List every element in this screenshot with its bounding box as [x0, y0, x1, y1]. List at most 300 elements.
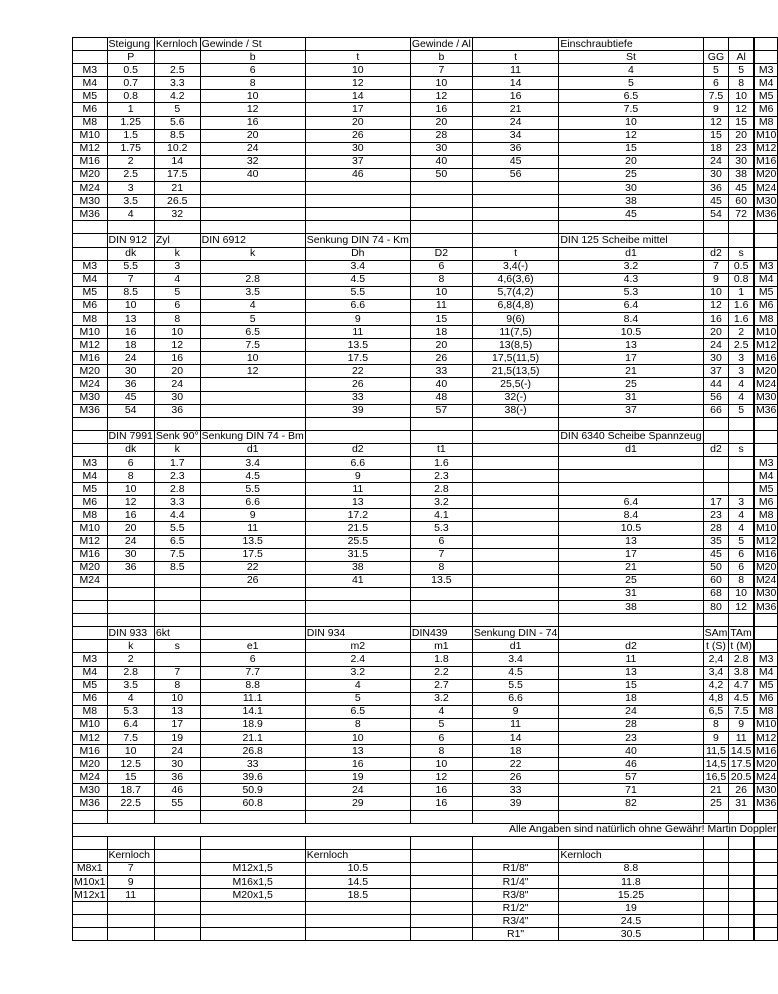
- table-cell: 16: [154, 352, 200, 365]
- table-cell: Gewinde / Al: [411, 37, 471, 50]
- table-cell: [559, 483, 703, 496]
- table-cell: 10: [107, 299, 154, 312]
- table-row: [73, 548, 778, 561]
- table-cell: t (S): [703, 640, 729, 653]
- table-cell: 18: [410, 326, 472, 339]
- table-cell: M36: [73, 208, 108, 221]
- table-cell: 36: [154, 404, 200, 417]
- table-cell: 60.8: [200, 797, 305, 810]
- table-cell: DIN439: [410, 627, 472, 640]
- table-cell: [472, 601, 558, 614]
- table-cell: 28: [410, 129, 472, 142]
- table-cell: M20: [755, 561, 777, 574]
- table-cell: [154, 587, 200, 600]
- table-cell: 10: [410, 77, 472, 90]
- table-cell: 12: [305, 77, 410, 90]
- table-cell: 10.5: [305, 862, 410, 875]
- table-cell: 3.4: [305, 260, 410, 273]
- table-cell: 10: [154, 326, 200, 339]
- table-cell: [729, 836, 754, 849]
- table-cell: M4: [754, 666, 778, 679]
- table-row: [73, 902, 778, 915]
- table-cell: 2: [107, 155, 154, 168]
- table-cell: k: [200, 247, 305, 260]
- table-cell: 22: [200, 561, 305, 574]
- table-cell: 3.4: [472, 653, 558, 666]
- table-cell: 1.6: [729, 299, 754, 312]
- table-cell: [107, 221, 154, 234]
- table-cell: [472, 849, 558, 862]
- table-cell: 8.4: [559, 312, 703, 325]
- table-cell: 30: [729, 155, 754, 168]
- table-cell: 21: [472, 103, 558, 116]
- table-cell: 45: [729, 182, 754, 195]
- table-cell: 13: [305, 496, 410, 509]
- table-cell: DIN 6912: [200, 234, 305, 247]
- table-row: [73, 182, 778, 195]
- table-cell: 4: [729, 509, 754, 522]
- table-cell: 54: [703, 208, 729, 221]
- table-row: [73, 103, 778, 116]
- table-cell: 30: [107, 365, 154, 378]
- table-cell: [472, 430, 558, 443]
- table-cell: 5: [729, 404, 754, 417]
- table-cell: 28: [703, 522, 729, 535]
- table-cell: [200, 849, 305, 862]
- table-cell: [305, 587, 410, 600]
- table-cell: 57: [559, 771, 703, 784]
- table-cell: 13: [305, 745, 410, 758]
- table-cell: M12: [755, 731, 777, 744]
- table-row: [73, 561, 778, 574]
- table-cell: 18.5: [305, 889, 410, 902]
- table-cell: 38: [305, 561, 410, 574]
- table-cell: 44: [703, 378, 729, 391]
- table-cell: 7.7: [200, 666, 305, 679]
- table-cell: [703, 862, 729, 875]
- table-cell: 15.25: [559, 889, 703, 902]
- table-cell: M10: [73, 129, 108, 142]
- table-cell: 5: [559, 77, 703, 90]
- table-cell: M20x1,5: [200, 889, 305, 902]
- table-cell: M20: [73, 168, 108, 181]
- table-cell: [754, 928, 778, 941]
- table-cell: [559, 614, 703, 627]
- table-row: [73, 312, 778, 325]
- table-cell: 46: [559, 758, 703, 771]
- table-cell: 11: [559, 653, 703, 666]
- table-cell: [154, 849, 200, 862]
- table-cell: 3.2: [410, 692, 472, 705]
- table-cell: 9: [107, 876, 154, 889]
- table-cell: [559, 417, 703, 430]
- table-cell: 4: [559, 64, 703, 77]
- table-row: [73, 797, 778, 810]
- table-cell: 0.7: [107, 77, 154, 90]
- table-cell: [305, 38, 410, 51]
- table-cell: [472, 535, 558, 548]
- table-cell: M36: [755, 404, 777, 417]
- table-cell: 16: [410, 784, 472, 797]
- table-cell: [703, 849, 729, 862]
- table-cell: 8.5: [154, 561, 200, 574]
- table-cell: Kernloch: [559, 849, 703, 862]
- table-cell: 5.5: [107, 260, 154, 273]
- table-cell: 8: [729, 77, 754, 90]
- table-cell: 17: [305, 103, 410, 116]
- table-row: [73, 574, 778, 587]
- table-cell: [305, 915, 410, 928]
- table-cell: 1.75: [107, 142, 154, 155]
- table-cell: 20.5: [729, 771, 754, 784]
- table-cell: [472, 221, 558, 234]
- table-cell: [73, 234, 108, 247]
- table-cell: 33: [200, 758, 305, 771]
- table-cell: [729, 614, 754, 627]
- table-row: [73, 404, 778, 417]
- table-cell: 30: [305, 142, 410, 155]
- table-cell: 28: [559, 718, 703, 731]
- table-cell: 6.5: [559, 90, 703, 103]
- table-cell: M16: [755, 155, 777, 168]
- table-cell: 7: [107, 273, 154, 286]
- table-cell: M16: [755, 351, 777, 364]
- table-cell: M6: [754, 103, 778, 116]
- table-cell: 39.6: [200, 771, 305, 784]
- table-cell: [73, 221, 108, 234]
- table-cell: 5: [154, 286, 200, 299]
- table-cell: 16: [472, 90, 558, 103]
- table-cell: 10.5: [559, 326, 703, 339]
- table-cell: 30.5: [559, 928, 703, 941]
- table-cell: 5: [154, 103, 200, 116]
- table-cell: 7.5: [154, 548, 200, 561]
- table-cell: 34: [472, 129, 558, 142]
- table-cell: DIN 912: [107, 234, 154, 247]
- table-cell: [754, 902, 778, 915]
- table-cell: 8: [200, 77, 305, 90]
- table-cell: [154, 417, 200, 430]
- table-cell: 14: [154, 155, 200, 168]
- table-cell: 19: [559, 902, 703, 915]
- table-cell: 17.5: [200, 548, 305, 561]
- table-row: [73, 51, 778, 64]
- table-cell: M24: [755, 181, 777, 194]
- table-cell: [200, 391, 305, 404]
- table-cell: 29: [305, 797, 410, 810]
- table-cell: 4: [154, 273, 200, 286]
- table-cell: 31: [559, 587, 703, 600]
- table-cell: 21,5(13,5): [472, 365, 558, 378]
- table-cell: 6: [410, 535, 472, 548]
- table-cell: M16: [73, 155, 108, 168]
- table-cell: [729, 417, 754, 430]
- table-cell: M12: [73, 731, 108, 744]
- table-cell: [73, 915, 108, 928]
- table-row: [73, 587, 778, 600]
- table-cell: d1: [559, 443, 703, 456]
- table-cell: M24: [755, 574, 777, 587]
- table-cell: 3.5: [107, 195, 154, 208]
- table-cell: 16: [410, 103, 472, 116]
- table-cell: [73, 601, 108, 614]
- table-cell: M16: [73, 548, 108, 561]
- table-cell: 6.5: [305, 705, 410, 718]
- table-cell: 16: [305, 758, 410, 771]
- table-cell: 13: [107, 312, 154, 325]
- table-cell: M8: [754, 116, 778, 129]
- table-cell: 23: [729, 142, 754, 155]
- table-cell: s: [729, 443, 754, 456]
- spacer-row: [73, 221, 778, 234]
- table-cell: M20: [73, 758, 108, 771]
- table-cell: 3.2: [305, 666, 410, 679]
- table-cell: [472, 443, 558, 456]
- table-cell: [472, 417, 558, 430]
- table-row: [73, 679, 778, 692]
- table-cell: s: [154, 640, 200, 653]
- table-cell: [200, 614, 305, 627]
- table-cell: [729, 483, 754, 496]
- table-cell: M3: [73, 653, 108, 666]
- table-cell: 40: [200, 168, 305, 181]
- table-cell: 4: [729, 391, 754, 404]
- table-cell: 7.5: [559, 103, 703, 116]
- table-cell: b: [410, 51, 472, 64]
- table-cell: 16: [703, 312, 729, 325]
- table-cell: Einschraubtiefe: [559, 38, 703, 51]
- table-cell: 4.3: [559, 273, 703, 286]
- table-cell: [729, 902, 754, 915]
- table-row: [73, 260, 778, 273]
- table-cell: d2: [559, 640, 703, 653]
- table-cell: D2: [410, 247, 472, 260]
- table-row: [73, 496, 778, 509]
- table-cell: [154, 876, 200, 889]
- table-cell: [729, 928, 754, 941]
- section-header-row: [73, 627, 778, 640]
- table-cell: 3: [729, 496, 754, 509]
- table-cell: 24: [200, 142, 305, 155]
- table-cell: [754, 640, 778, 653]
- table-cell: 7.5: [703, 90, 729, 103]
- table-cell: b: [200, 51, 305, 64]
- table-cell: [410, 221, 472, 234]
- table-cell: 2.3: [154, 470, 200, 483]
- table-cell: 54: [107, 404, 154, 417]
- table-cell: [305, 195, 410, 208]
- table-cell: d2: [703, 443, 729, 456]
- table-cell: 6.4: [559, 299, 703, 312]
- table-cell: [200, 810, 305, 823]
- table-cell: 11: [107, 889, 154, 902]
- table-cell: 21.5: [305, 522, 410, 535]
- table-cell: DIN 933: [107, 627, 154, 640]
- table-cell: 2.8: [154, 483, 200, 496]
- table-cell: 4,2: [703, 679, 729, 692]
- table-cell: M36: [73, 404, 108, 417]
- table-cell: 26: [305, 129, 410, 142]
- table-cell: M8x1: [73, 862, 108, 875]
- table-row: [73, 155, 778, 168]
- table-cell: 4.5: [305, 273, 410, 286]
- table-cell: 2.3: [410, 470, 472, 483]
- table-cell: [305, 182, 410, 195]
- table-cell: 5: [305, 692, 410, 705]
- table-cell: 15: [107, 771, 154, 784]
- table-cell: 14: [472, 77, 558, 90]
- table-cell: M4: [73, 666, 108, 679]
- table-cell: M36: [755, 796, 777, 809]
- table-cell: 30: [559, 182, 703, 195]
- table-cell: 31: [559, 391, 703, 404]
- table-cell: 24.5: [559, 915, 703, 928]
- table-cell: 8: [107, 470, 154, 483]
- table-cell: M5: [73, 679, 108, 692]
- table-cell: [73, 587, 108, 600]
- table-cell: 66: [703, 404, 729, 417]
- table-cell: [703, 221, 729, 234]
- table-cell: 50: [703, 561, 729, 574]
- table-cell: 36: [703, 182, 729, 195]
- table-cell: [703, 457, 729, 470]
- table-cell: [305, 430, 410, 443]
- table-cell: [410, 195, 472, 208]
- table-cell: 10: [107, 745, 154, 758]
- table-cell: 26: [305, 378, 410, 391]
- table-cell: M24: [73, 771, 108, 784]
- table-cell: 10: [200, 352, 305, 365]
- table-cell: 20: [200, 129, 305, 142]
- table-cell: 26.8: [200, 745, 305, 758]
- table-row: [73, 286, 778, 299]
- table-cell: [410, 430, 472, 443]
- table-cell: 0.5: [107, 64, 154, 77]
- table-cell: [154, 889, 200, 902]
- spacer-row: [73, 614, 778, 627]
- table-cell: 10: [305, 731, 410, 744]
- table-cell: k: [107, 640, 154, 653]
- table-cell: 1: [729, 286, 754, 299]
- table-cell: 24: [154, 745, 200, 758]
- table-cell: 9: [703, 273, 729, 286]
- table-row: [73, 247, 778, 260]
- table-cell: [154, 928, 200, 941]
- table-cell: m2: [305, 640, 410, 653]
- table-row: [73, 758, 778, 771]
- table-cell: 0.8: [107, 90, 154, 103]
- table-cell: [200, 260, 305, 273]
- table-row: [73, 77, 778, 90]
- table-cell: 2.5: [154, 64, 200, 77]
- table-cell: 33: [410, 365, 472, 378]
- table-cell: s: [729, 247, 754, 260]
- spacer-row: [73, 836, 778, 849]
- table-cell: 22.5: [107, 797, 154, 810]
- table-cell: [410, 928, 472, 941]
- table-row: [73, 391, 778, 404]
- table-cell: 6: [729, 561, 754, 574]
- table-cell: 20: [154, 365, 200, 378]
- table-cell: 3,4(-): [472, 260, 558, 273]
- table-cell: [410, 417, 472, 430]
- table-cell: 12: [410, 771, 472, 784]
- table-cell: 19: [154, 731, 200, 744]
- table-cell: 45: [703, 195, 729, 208]
- table-cell: [729, 889, 754, 902]
- table-cell: [107, 614, 154, 627]
- table-cell: [410, 849, 472, 862]
- table-cell: 12: [703, 299, 729, 312]
- section-header-row: [73, 430, 778, 443]
- table-cell: [154, 51, 200, 64]
- table-cell: 6: [410, 731, 472, 744]
- table-cell: 20: [305, 116, 410, 129]
- table-cell: 5.3: [107, 705, 154, 718]
- table-cell: 2: [729, 326, 754, 339]
- table-cell: 4.5: [200, 470, 305, 483]
- table-cell: 2.8: [729, 653, 754, 666]
- table-cell: 11,5: [703, 745, 729, 758]
- table-cell: M12: [73, 535, 108, 548]
- table-cell: 31.5: [305, 548, 410, 561]
- table-cell: 6: [703, 77, 729, 90]
- table-cell: k: [154, 247, 200, 260]
- table-cell: [703, 234, 729, 247]
- table-cell: 10: [107, 483, 154, 496]
- table-cell: 2.8: [200, 273, 305, 286]
- table-cell: [73, 247, 108, 260]
- table-cell: 6,5: [703, 705, 729, 718]
- table-cell: 20: [703, 326, 729, 339]
- table-cell: m1: [410, 640, 472, 653]
- table-cell: 25.5: [305, 535, 410, 548]
- table-cell: [305, 417, 410, 430]
- table-cell: R3/8": [472, 889, 558, 902]
- table-cell: 38: [559, 601, 703, 614]
- table-cell: 5: [703, 64, 729, 77]
- table-cell: [305, 614, 410, 627]
- table-cell: [472, 587, 558, 600]
- table-cell: DIN 6340 Scheibe Spannzeug: [560, 430, 702, 443]
- table-cell: [200, 208, 305, 221]
- table-cell: [410, 889, 472, 902]
- table-cell: M4: [73, 470, 108, 483]
- table-cell: 10: [703, 286, 729, 299]
- table-cell: [107, 836, 154, 849]
- table-cell: 8: [305, 718, 410, 731]
- table-cell: [410, 915, 472, 928]
- table-cell: Kernloch: [154, 38, 200, 51]
- table-cell: 2.2: [410, 666, 472, 679]
- table-cell: [107, 601, 154, 614]
- table-row: [73, 365, 778, 378]
- table-cell: 5.6: [154, 116, 200, 129]
- table-cell: [305, 810, 410, 823]
- table-cell: [559, 470, 703, 483]
- table-cell: 60: [729, 195, 754, 208]
- table-cell: 1.25: [107, 116, 154, 129]
- table-cell: 32(-): [472, 391, 558, 404]
- table-cell: [729, 862, 754, 875]
- table-cell: M3: [754, 64, 778, 77]
- table-cell: 2: [107, 653, 154, 666]
- table-cell: 26: [410, 352, 472, 365]
- table-cell: 14: [305, 90, 410, 103]
- table-cell: M4: [754, 470, 778, 483]
- section-header-row: [73, 38, 778, 51]
- table-cell: 15: [410, 312, 472, 325]
